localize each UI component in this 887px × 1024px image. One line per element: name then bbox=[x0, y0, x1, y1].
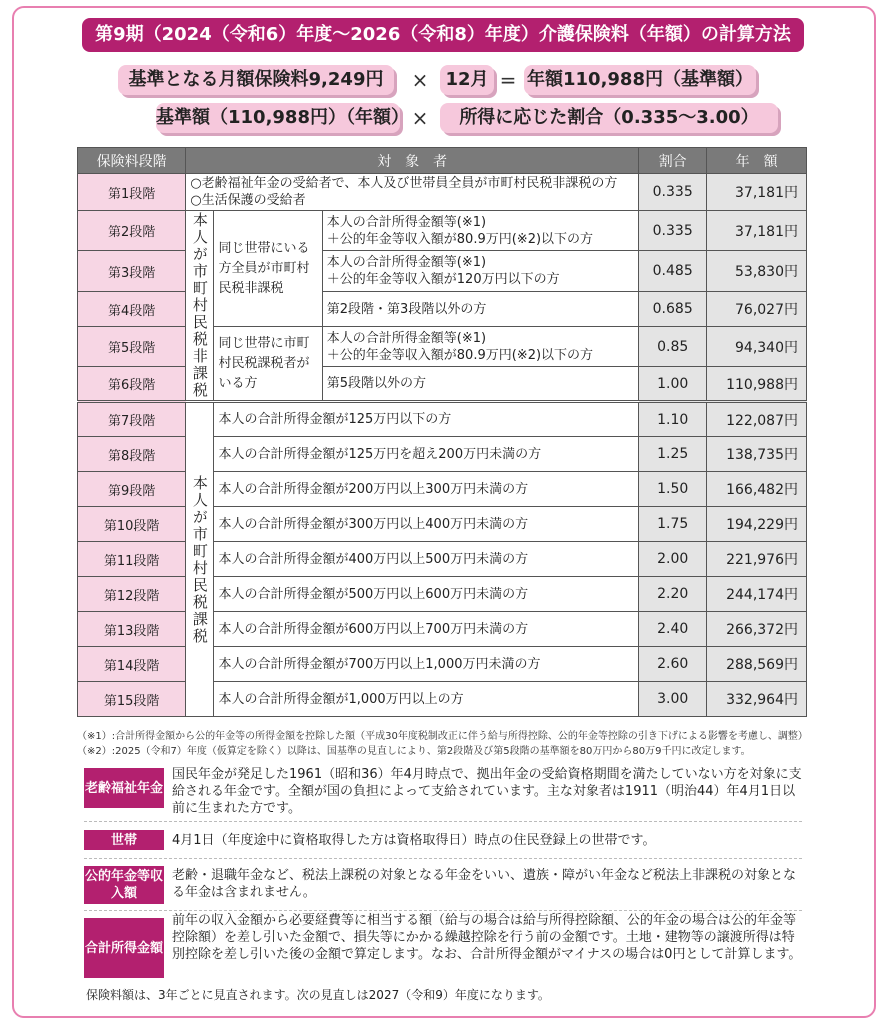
amount-cell: 138,735円 bbox=[707, 437, 807, 472]
stage-cell: 第11段階 bbox=[78, 542, 186, 577]
glossary-desc-old-age-pension: 国民年金が発足した1961（昭和36）年4月時点で、拠出年金の受給資格期間を満たしていない方を対象に支給される年金です。全額が国の負担によって支給されています。主な対象者は1911（明治44）年4月1日以前に生まれた方です。 bbox=[172, 767, 802, 816]
glossary-term-total-income: 合計所得金額 bbox=[84, 918, 164, 978]
amount-cell: 37,181円 bbox=[707, 174, 807, 211]
glossary-desc-total-income: 前年の収入金額から必要経費等に相当する額（給与の場合は給与所得控除額、公的年金の場合は公的年金等控除額）を差し引いた金額で、損失等にかかる繰越控除を行う前の金額です。土地・建物等の譲渡所得は特別控除を差し引いた後の金額で算定します。なお、合計所得金額がマイナスの場合は0円として計算します。 bbox=[172, 913, 802, 962]
ratio-cell: 1.75 bbox=[639, 507, 707, 542]
header-target: 対 象 者 bbox=[186, 148, 639, 174]
glossary-divider bbox=[84, 821, 802, 822]
ratio-cell: 0.485 bbox=[639, 251, 707, 292]
target-line: ○老齢福祉年金の受給者で、本人及び世帯員全員が市町村民税非課税の方 bbox=[190, 176, 618, 191]
ratio-cell: 2.00 bbox=[639, 542, 707, 577]
ratio-cell: 3.00 bbox=[639, 682, 707, 717]
target-line: ○生活保護の受給者 bbox=[190, 193, 306, 208]
amount-cell: 53,830円 bbox=[707, 251, 807, 292]
header-ratio: 割合 bbox=[639, 148, 707, 174]
equals-operator: = bbox=[499, 68, 517, 92]
amount-cell: 194,229円 bbox=[707, 507, 807, 542]
target-cell: 本人の合計所得金額が125万円以下の方 bbox=[214, 402, 639, 437]
target-line: 本人の合計所得金額等(※1) bbox=[326, 214, 487, 230]
stage-cell: 第15段階 bbox=[78, 682, 186, 717]
amount-cell: 244,174円 bbox=[707, 577, 807, 612]
amount-cell: 221,976円 bbox=[707, 542, 807, 577]
footnote-1: （※1）:合計所得金額から公的年金等の所得金額を控除した額（平成30年度税制改正に伴う給与所得控除、公的年金等控除の引き下げによる影響を考慮し、調整） bbox=[77, 731, 808, 742]
ratio-cell: 1.25 bbox=[639, 437, 707, 472]
amount-cell: 94,340円 bbox=[707, 327, 807, 367]
glossary-term-household: 世帯 bbox=[84, 830, 164, 850]
ratio-cell: 2.40 bbox=[639, 612, 707, 647]
target-cell: 第5段階以外の方 bbox=[322, 367, 638, 402]
stage-cell: 第7段階 bbox=[78, 402, 186, 437]
header-stage: 保険料段階 bbox=[78, 148, 186, 174]
target-line: ＋公的年金等収入額が120万円以下の方 bbox=[326, 272, 560, 287]
amount-cell: 266,372円 bbox=[707, 612, 807, 647]
base-amount-box: 基準額（110,988円）（年額） bbox=[156, 103, 400, 133]
amount-cell: 166,482円 bbox=[707, 472, 807, 507]
target-cell bbox=[322, 251, 638, 292]
stage-cell: 第10段階 bbox=[78, 507, 186, 542]
ratio-cell: 1.50 bbox=[639, 472, 707, 507]
target-cell: 本人の合計所得金額が200万円以上300万円未満の方 bbox=[214, 472, 639, 507]
target-cell: 本人の合計所得金額が300万円以上400万円未満の方 bbox=[214, 507, 639, 542]
table-header-row bbox=[78, 148, 807, 174]
group-label-tax bbox=[186, 402, 214, 717]
target-line: 本人の合計所得金額等(※1) bbox=[326, 330, 487, 346]
ratio-cell: 0.85 bbox=[639, 327, 707, 367]
ratio-cell: 0.685 bbox=[639, 292, 707, 327]
target-cell: 本人の合計所得金額が700万円以上1,000万円未満の方 bbox=[214, 647, 639, 682]
sub-label-taxed-household: 同じ世帯に市町村民税課税者がいる方 bbox=[214, 327, 322, 402]
target-cell bbox=[186, 174, 639, 211]
stage-cell: 第6段階 bbox=[78, 367, 186, 402]
ratio-cell: 2.20 bbox=[639, 577, 707, 612]
amount-cell: 288,569円 bbox=[707, 647, 807, 682]
target-cell: 本人の合計所得金額が125万円を超え200万円未満の方 bbox=[214, 437, 639, 472]
page-title: 第9期（2024（令和6）年度～2026（令和8）年度）介護保険料（年額）の計算方法 bbox=[82, 18, 804, 52]
ratio-cell: 0.335 bbox=[639, 174, 707, 211]
annual-fee-box: 年額110,988円（基準額） bbox=[524, 65, 756, 95]
ratio-cell: 0.335 bbox=[639, 211, 707, 251]
income-ratio-box: 所得に応じた割合（0.335～3.00） bbox=[440, 103, 778, 133]
glossary-divider bbox=[84, 910, 802, 911]
target-line: ＋公的年金等収入額が80.9万円(※2)以下の方 bbox=[326, 347, 594, 363]
target-cell: 第2段階・第3段階以外の方 bbox=[322, 292, 638, 327]
glossary-desc-pension-income: 老齢・退職年金など、税法上課税の対象となる年金をいい、遺族・障がい年金など税法上非課税の対象となる年金は含まれません。 bbox=[172, 868, 797, 900]
stage-cell: 第13段階 bbox=[78, 612, 186, 647]
group-label-text: 本人が市町村民税課税 bbox=[190, 474, 209, 645]
months-box: 12月 bbox=[440, 65, 494, 95]
target-cell: 本人の合計所得金額が500万円以上600万円未満の方 bbox=[214, 577, 639, 612]
glossary-term-pension-income: 公的年金等収入額 bbox=[84, 866, 164, 904]
stage-cell: 第14段階 bbox=[78, 647, 186, 682]
stage-cell: 第12段階 bbox=[78, 577, 186, 612]
stage-cell: 第2段階 bbox=[78, 211, 186, 251]
ratio-cell: 1.10 bbox=[639, 402, 707, 437]
target-cell: 本人の合計所得金額が400万円以上500万円未満の方 bbox=[214, 542, 639, 577]
stage-cell: 第9段階 bbox=[78, 472, 186, 507]
ratio-cell: 1.00 bbox=[639, 367, 707, 402]
monthly-fee-box: 基準となる月額保険料9,249円 bbox=[118, 65, 394, 95]
footnote-2: （※2）:2025（令和7）年度（仮算定を除く）以降は、国基準の見直しにより、第2段階及び第5段階の基準額を80万円から80万9千円に改定します。 bbox=[77, 746, 751, 757]
stage-cell: 第8段階 bbox=[78, 437, 186, 472]
glossary-term-old-age-pension: 老齢福祉年金 bbox=[84, 768, 164, 808]
times-operator: × bbox=[411, 68, 429, 92]
glossary-divider bbox=[84, 858, 802, 859]
amount-cell: 76,027円 bbox=[707, 292, 807, 327]
stage-cell: 第5段階 bbox=[78, 327, 186, 367]
table-row bbox=[78, 174, 807, 211]
amount-cell: 110,988円 bbox=[707, 367, 807, 402]
header-amount: 年 額 bbox=[707, 148, 807, 174]
target-cell: 本人の合計所得金額が1,000万円以上の方 bbox=[214, 682, 639, 717]
amount-cell: 332,964円 bbox=[707, 682, 807, 717]
target-line: ＋公的年金等収入額が80.9万円(※2)以下の方 bbox=[326, 231, 594, 247]
group-label-nontax bbox=[186, 211, 214, 402]
table-row bbox=[78, 211, 807, 251]
target-cell bbox=[322, 211, 638, 251]
target-line: 本人の合計所得金額等(※1) bbox=[326, 255, 487, 270]
table-row bbox=[78, 402, 807, 437]
stage-cell: 第3段階 bbox=[78, 251, 186, 292]
amount-cell: 37,181円 bbox=[707, 211, 807, 251]
target-cell: 本人の合計所得金額が600万円以上700万円未満の方 bbox=[214, 612, 639, 647]
amount-cell: 122,087円 bbox=[707, 402, 807, 437]
glossary-desc-household: 4月1日（年度途中に資格取得した方は資格取得日）時点の住民登録上の世帯です。 bbox=[172, 833, 656, 848]
ratio-cell: 2.60 bbox=[639, 647, 707, 682]
footer-note: 保険料額は、3年ごとに見直されます。次の見直しは2027（令和9）年度になります。 bbox=[86, 988, 550, 1002]
stage-cell: 第4段階 bbox=[78, 292, 186, 327]
stage-cell: 第1段階 bbox=[78, 174, 186, 211]
times-operator-2: × bbox=[411, 106, 429, 130]
sub-label-nontax: 同じ世帯にいる方全員が市町村民税非課税 bbox=[214, 211, 322, 327]
target-cell bbox=[322, 327, 638, 367]
premium-table bbox=[77, 147, 807, 717]
group-label-text: 本人が市町村民税非課税 bbox=[190, 212, 209, 399]
